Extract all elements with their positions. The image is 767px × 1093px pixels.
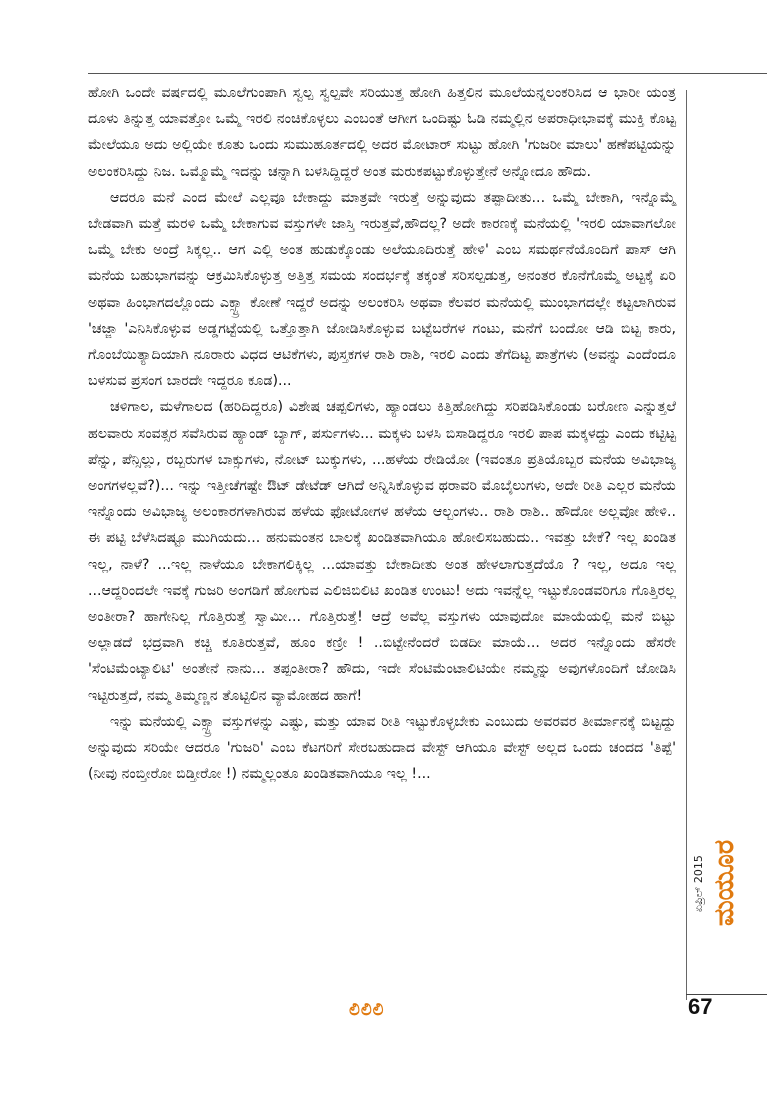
article-end-mark: ಲಿಲಿಲಿ [349,1000,385,1020]
article-body [88,80,676,787]
paragraph: ಇನ್ನು ಮನೆಯಲ್ಲಿ ಎಕ್ಸ್ಟ್ರಾ ವಸ್ತುಗಳನ್ನು ಎಷ್ಟು, ಮತ್ತು ಯಾವ ರೀತಿ ಇಟ್ಟುಕೊಳ್ಳಬೇಕು ಎಂಬುದು ಅವರವರ ತೀರ್ಮಾನಕ್ಕೆ ಬಿಟ್ಟದ್ದು ಅನ್ನುವುದು ಸರಿಯೇ ಆದರೂ 'ಗುಜರಿ' ಎಂಬ ಕೆಟಗರಿಗೆ ಸೇರಬಹುದಾದ ವೇಸ್ಟ್ ಆಗಿಯೂ ವೇಸ್ಟ್ ಅಲ್ಲದ ಒಂದು ಚಂದದ 'ತಿಪ್ಪೆ' (ನೀವು ನಂಬ್ತೀರೋ ಬಿಡ್ತೀರೋ !) ನಮ್ಮಲ್ಲಂತೂ ಖಂಡಿತವಾಗಿಯೂ ಇಲ್ಲ !... [88,713,676,783]
issue-date: ಏಪ್ರಿಲ್ 2015 [692,855,705,912]
top-rule [88,73,767,74]
page-number: 67 [688,994,713,1019]
magazine-title: ಮಯೂರ [709,839,740,926]
paragraph: ಚಳಿಗಾಲ, ಮಳೆಗಾಲದ (ಹರಿದಿದ್ದರೂ) ವಿಶೇಷ ಚಪ್ಪಲಿಗಳು, ಹ್ಯಾಂಡಲು ಕಿತ್ತಿಹೋಗಿದ್ದು ಸರಿಪಡಿಸಿಕೊಂಡು ಬರೋಣ ಎನ್ನುತ್ತಲೆ ಹಲವಾರು ಸಂವತ್ಸರ ಸವೆಸಿರುವ ಹ್ಯಾಂಡ್ ಬ್ಯಾಗ್, ಪರ್ಸುಗಳು... ಮಕ್ಕಳು ಬಳಸಿ ಬಿಸಾಡಿದ್ದರೂ ಇರಲಿ ಪಾಪ ಮಕ್ಕಳದ್ದು ಎಂದು ಕಟ್ಟಿಟ್ಟ ಪೆನ್ನು, ಪೆನ್ಸಿಲ್ಲು, ರಬ್ಬರುಗಳ ಬಾಕ್ಸುಗಳು, ನೋಟ್ ಬುಕ್ಕುಗಳು, ...ಹಳೆಯ ರೇಡಿಯೋ (ಇವಂತೂ ಪ್ರತಿಯೊಬ್ಬರ ಮನೆಯ ಅವಿಭಾಜ್ಯ ಅಂಗಗಳಲ್ಲವೆ?)... ಇನ್ನು ಇತ್ತೀಚೆಗಷ್ಟೇ ಔಟ್ ಡೇಟೆಡ್ ಆಗಿದೆ ಅನ್ನಿಸಿಕೊಳ್ಳುವ ಥರಾವರಿ ಮೊಬೈಲುಗಳು, ಅದೇ ರೀತಿ ಎಲ್ಲರ ಮನೆಯ ಇನ್ನೊಂದು ಅವಿಭಾಜ್ಯ ಅಲಂಕಾರಗಳಾಗಿರುವ ಹಳೆಯ ಫೋಟೋಗಳ ಹಳೆಯ ಆಲ್ಬಂಗಳು.. ರಾಶಿ ರಾಶಿ.. ಹೌದೋ ಅಲ್ಲವೋ ಹೇಳಿ.. ಈ ಪಟ್ಟಿ ಬೆಳೆಸಿದಷ್ಟೂ ಮುಗಿಯದು... ಹನುಮಂತನ ಬಾಲಕ್ಕೆ ಖಂಡಿತವಾಗಿಯೂ ಹೋಲಿಸಬಹುದು.. ಇವತ್ತು ಬೇಕೆ? ಇಲ್ಲ ಖಂಡಿತ ಇಲ್ಲ, ನಾಳೆ? ...ಇಲ್ಲ ನಾಳೆಯೂ ಬೇಕಾಗಲಿಕ್ಕಿಲ್ಲ ...ಯಾವತ್ತು ಬೇಕಾದೀತು ಅಂತ ಹೇಳಲಾಗುತ್ತದೆಯೊ ? ಇಲ್ಲ, ಅದೂ ಇಲ್ಲ ...ಆದ್ದರಿಂದಲೇ ಇವಕ್ಕೆ ಗುಜರಿ ಅಂಗಡಿಗೆ ಹೋಗುವ ಎಲಿಜಿಬಿಲಿಟಿ ಖಂಡಿತ ಉಂಟು! ಅದು ಇವನ್ನೆಲ್ಲ ಇಟ್ಟುಕೊಂಡವರಿಗೂ ಗೊತ್ತಿರಲ್ಲ ಅಂತೀರಾ? ಹಾಗೇನಿಲ್ಲ ಗೊತ್ತಿರುತ್ತೆ ಸ್ವಾಮೀ... ಗೊತ್ತಿರುತ್ತೆ! ಆದ್ರೆ ಅವೆಲ್ಲ ವಸ್ತುಗಳು ಯಾವುದೋ ಮಾಯೆಯಲ್ಲಿ ಮನೆ ಬಿಟ್ಟು ಅಲ್ಲಾಡದೆ ಭದ್ರವಾಗಿ ಕಚ್ಚಿ ಕೂತಿರುತ್ತವೆ, ಹೂಂ ಕಣ್ರೀ ! ..ಬಿಟ್ಟೇನೆಂದರೆ ಬಿಡದೀ ಮಾಯೆ... ಅದರ ಇನ್ನೊಂದು ಹೆಸರೇ 'ಸೆಂಟಿಮೆಂಟ್ಯಾಲಿಟಿ' ಅಂತೇನೆ ನಾನು... ತಪ್ಪಂತೀರಾ? ಹೌದು, ಇದೇ ಸೆಂಟಿಮೆಂಟಾಲಿಟಿಯೇ ನಮ್ಮನ್ನು ಅವುಗಳೊಂದಿಗೆ ಜೋಡಿಸಿ ಇಟ್ಟಿರುತ್ತದೆ, ನಮ್ಮ ತಿಮ್ಮಣ್ಣನ ತೊಟ್ಟಿಲಿನ ವ್ಯಾಮೋಹದ ಹಾಗೆ! [88,399,676,704]
paragraph: ಹೋಗಿ ಒಂದೇ ವರ್ಷದಲ್ಲಿ ಮೂಲೆಗುಂಪಾಗಿ ಸ್ವಲ್ಪ ಸ್ವಲ್ಪವೇ ಸರಿಯುತ್ತ ಹೋಗಿ ಹಿತ್ತಲಿನ ಮೂಲೆಯನ್ನಲಂಕರಿಸಿದ ಆ ಭಾರೀ ಯಂತ್ರ ದೂಳು ತಿನ್ನುತ್ತ ಯಾವತ್ತೋ ಒಮ್ಮೆ ಇರಲಿ ನಂಚಿಕೊಳ್ಳಲು ಎಂಬಂತೆ ಆಗೀಗ ಒಂದಿಷ್ಟು ಓಡಿ ನಮ್ಮಲ್ಲಿನ ಅಪರಾಧೀಭಾವಕ್ಕೆ ಮುಕ್ತಿ ಕೊಟ್ಟ ಮೇಲೆಯೂ ಅದು ಅಲ್ಲಿಯೇ ಕೂತು ಒಂದು ಸುಮುಹೂರ್ತದಲ್ಲಿ ಅದರ ಮೋಟಾರ್ ಸುಟ್ಟು ಹೋಗಿ 'ಗುಜರೀ ಮಾಲು' ಹಣೆಪಟ್ಟಿಯನ್ನು ಅಲಂಕರಿಸಿದ್ದು ನಿಜ. ಒಮ್ಮೊಮ್ಮೆ ಇದನ್ನು ಚನ್ನಾಗಿ ಬಳಸಿದ್ದಿದ್ದರೆ ಅಂತ ಮರುಕಪಟ್ಟುಕೊಳ್ಳುತ್ತೇನೆ ಅನ್ನೋದೂ ಹೌದು. [88,85,676,180]
paragraph: ಆದರೂ ಮನೆ ಎಂದ ಮೇಲೆ ಎಲ್ಲವೂ ಬೇಕಾದ್ದು ಮಾತ್ರವೇ ಇರುತ್ತೆ ಅನ್ನುವುದು ತಪ್ಪಾದೀತು... ಒಮ್ಮೆ ಬೇಕಾಗಿ, ಇನ್ನೊಮ್ಮೆ ಬೇಡವಾಗಿ ಮತ್ತೆ ಮರಳಿ ಒಮ್ಮೆ ಬೇಕಾಗುವ ವಸ್ತುಗಳೇ ಜಾಸ್ತಿ ಇರುತ್ತವೆ,ಹೌದಲ್ಲ? ಅದೇ ಕಾರಣಕ್ಕೆ ಮನೆಯಲ್ಲಿ 'ಇರಲಿ ಯಾವಾಗಲೋ ಒಮ್ಮೆ ಬೇಕು ಅಂದ್ರೆ ಸಿಕ್ಕಲ್ಲ.. ಆಗ ಎಲ್ಲಿ ಅಂತ ಹುಡುಕ್ಕೊಂಡು ಅಲೆಯೂದಿರುತ್ತೆ ಹೇಳಿ' ಎಂಬ ಸಮರ್ಥನೆಯೊಂದಿಗೆ ಪಾಸ್ ಆಗಿ ಮನೆಯ ಬಹುಭಾಗವನ್ನು ಆಕ್ರಮಿಸಿಕೊಳ್ಳುತ್ತ ಅತ್ತಿತ್ತ ಸಮಯ ಸಂದರ್ಭಕ್ಕೆ ತಕ್ಕಂತೆ ಸರಿಸಲ್ಪಡುತ್ತ, ಅನಂತರ ಕೊನೆಗೊಮ್ಮೆ ಅಟ್ಟಕ್ಕೆ ಏರಿ ಅಥವಾ ಹಿಂಭಾಗದಲ್ಲೊಂದು ಎಕ್ಸ್ಟ್ರಾ ಕೋಣೆ ಇದ್ದರೆ ಅದನ್ನು ಅಲಂಕರಿಸಿ ಅಥವಾ ಕೆಲವರ ಮನೆಯಲ್ಲಿ ಮುಂಭಾಗದಲ್ಲೇ ಕಟ್ಟಲಾಗಿರುವ 'ಚಜ್ಜಾ 'ಎನಿಸಿಕೊಳ್ಳುವ ಅಡ್ಡಗಟ್ಟೆಯಲ್ಲಿ ಒತ್ತೊತ್ತಾಗಿ ಜೋಡಿಸಿಕೊಳ್ಳುವ ಬಟ್ಟೆಬರೆಗಳ ಗಂಟು, ಮನೆಗೆ ಬಂದೋ ಆಡಿ ಬಿಟ್ಟ ಕಾರು, ಗೊಂಬೆಯಿತ್ಯಾದಿಯಾಗಿ ನೂರಾರು ವಿಧದ ಆಟಿಕೆಗಳು, ಪುಸ್ತಕಗಳ ರಾಶಿ ರಾಶಿ, ಇರಲಿ ಎಂದು ತೆಗೆದಿಟ್ಟ ಪಾತ್ರೆಗಳು (ಅವನ್ನು ಎಂದೆಂದೂ ಬಳಸುವ ಪ್ರಸಂಗ ಬಾರದೇ ಇದ್ದರೂ ಕೂಡ)... [88,189,676,390]
sidebar-masthead [686,802,740,992]
